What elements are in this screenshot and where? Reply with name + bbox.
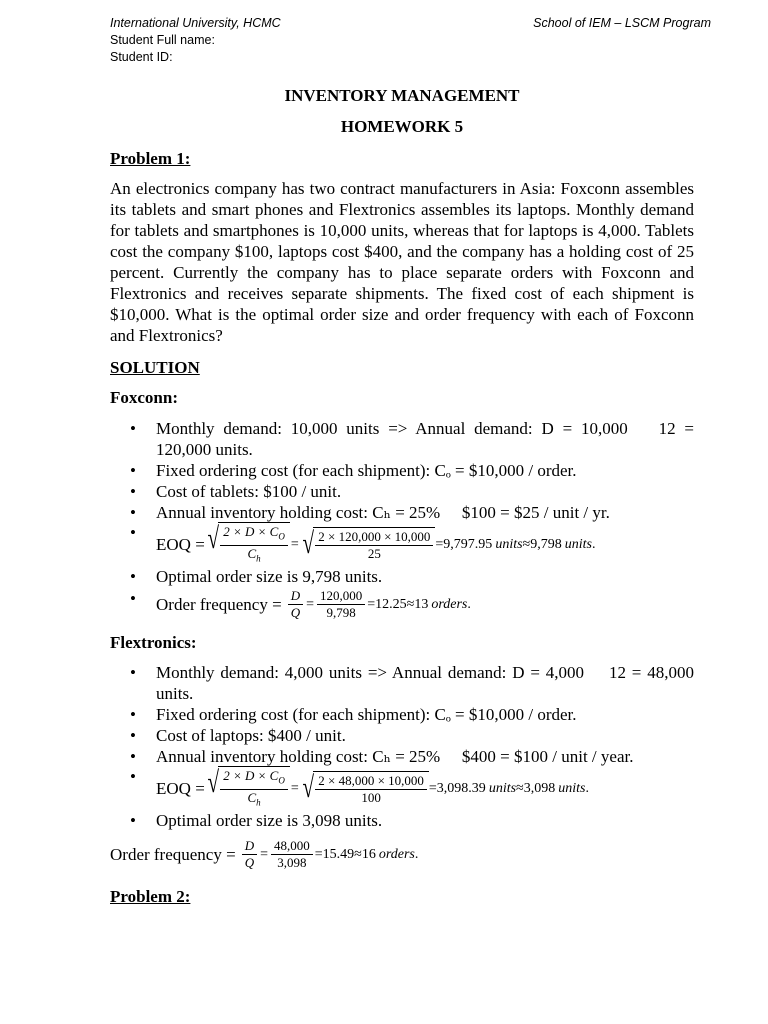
flextronics-result-list [110,810,694,831]
problem2-heading: Problem 2: [110,887,191,906]
program-name: School of IEM – LSCM Program [533,16,711,30]
sqrt-symbol: √ $\frac{2 \times 120,000 \times 10,000}{25}$ [300,527,436,562]
list-item: • Fixed ordering cost (for each shipment): Cₒ = $10,000 / order. [110,460,694,481]
sqrt-symbol: √ $\frac{2 \times 48,000 \times 10,000}{100}$ [300,771,429,806]
flextronics-frequency [110,838,694,871]
list-item: • Annual inventory holding cost: Cₕ = 25% $100 = $25 / unit / yr. [110,502,694,523]
problem1-heading: Problem 1: [110,149,191,168]
problem1-text: An electronics company has two contract manufacturers in Asia: Foxconn assembles its tablets and smart phones and Flextronics assembles its laptops. Monthly demand for tablets and smartphones is 10,000 units, whereas that for laptops is 4,000. Tablets cost the company $100, laptops cost $400, and the company has a holding cost of 25 percent. Currently the company has to place separate orders with Foxconn and Flextronics and receives separate shipments. The fixed cost of each shipment is $10,000. What is the optimal order size and order frequency with each of Foxconn and Flextronics? [110,179,694,345]
eoq-calc-fraction: $\frac{2 \times 48,000 \times 10,000}{100}$ [315,773,427,806]
document-subtitle: HOMEWORK 5 [340,117,464,136]
eoq-label: • EOQ = [156,534,205,554]
flextronics-bullet-list [110,662,694,767]
list-item: • Optimal order size is 9,798 units. [110,566,694,587]
eoq-calc-fraction: $\frac{2 \times 120,000 \times 10,000}{25}$ [315,529,433,562]
list-item: • Optimal order size is 3,098 units. [110,810,694,831]
eoq-label: • EOQ = [156,778,205,798]
list-item: • Monthly demand: 10,000 units => Annual demand: D = 10,000 12 = 120,000 units. [110,418,694,460]
foxconn-result-list [110,566,694,587]
solution-heading: SOLUTION [110,358,200,377]
sqrt-symbol: √ $\frac{2 \times D \times C_O}{C_h}$ [205,766,290,810]
foxconn-frequency-list [110,588,694,621]
list-item: • Monthly demand: 4,000 units => Annual demand: D = 4,000 12 = 48,000 units. [110,662,694,704]
list-item: • Cost of laptops: $400 / unit. [110,725,694,746]
foxconn-frequency-item [110,588,694,621]
foxconn-heading: Foxconn: [110,388,178,407]
foxconn-eoq-list [110,522,694,566]
eoq-result: =3,098.39 [428,780,486,796]
foxconn-frequency-formula: • Order frequency = $\frac{D}{Q}$ = $\frac{120,000}{9,798}$ =12.25≈13 orders . [156,588,471,620]
flextronics-heading: Flextronics: [110,633,197,652]
page-header-left [110,15,281,66]
foxconn-eoq-formula: • EOQ = √ $\frac{2 \times D \times C_O}{C_h}$ = √ $\frac{2 \times 120,000 \times 10,000}{25}$ =9,797.95 units ≈9,798 units . [156,522,595,566]
list-item: • Annual inventory holding cost: Cₕ = 25% $400 = $100 / unit / year. [110,746,694,767]
eoq-general-fraction: $\frac{2 \times D \times C_O}{C_h}$ [220,524,288,566]
eoq-result: =9,797.95 [435,536,493,552]
institution-name: International University, HCMC [110,16,281,30]
document-title: INVENTORY MANAGEMENT [284,86,520,105]
flextronics-eoq-formula: • EOQ = √ $\frac{2 \times D \times C_O}{C_h}$ = √ $\frac{2 \times 48,000 \times 10,000}{100}$ =3,098.39 units ≈3,098 units . [156,766,589,810]
eoq-general-fraction: $\frac{2 \times D \times C_O}{C_h}$ [220,768,288,810]
flextronics-eoq-list [110,766,694,810]
student-id-label: Student ID: [110,50,173,64]
list-item: • Cost of tablets: $100 / unit. [110,481,694,502]
foxconn-eoq-item [110,522,694,566]
student-name-label: Student Full name: [110,33,215,47]
flextronics-frequency-formula: Order frequency = $\frac{D}{Q}$ = $\frac{48,000}{3,098}$ =15.49≈16 orders . [110,838,419,870]
foxconn-bullet-list [110,418,694,523]
flextronics-eoq-item [110,766,694,810]
list-item: • Fixed ordering cost (for each shipment): Cₒ = $10,000 / order. [110,704,694,725]
sqrt-symbol: √ $\frac{2 \times D \times C_O}{C_h}$ [205,522,290,566]
